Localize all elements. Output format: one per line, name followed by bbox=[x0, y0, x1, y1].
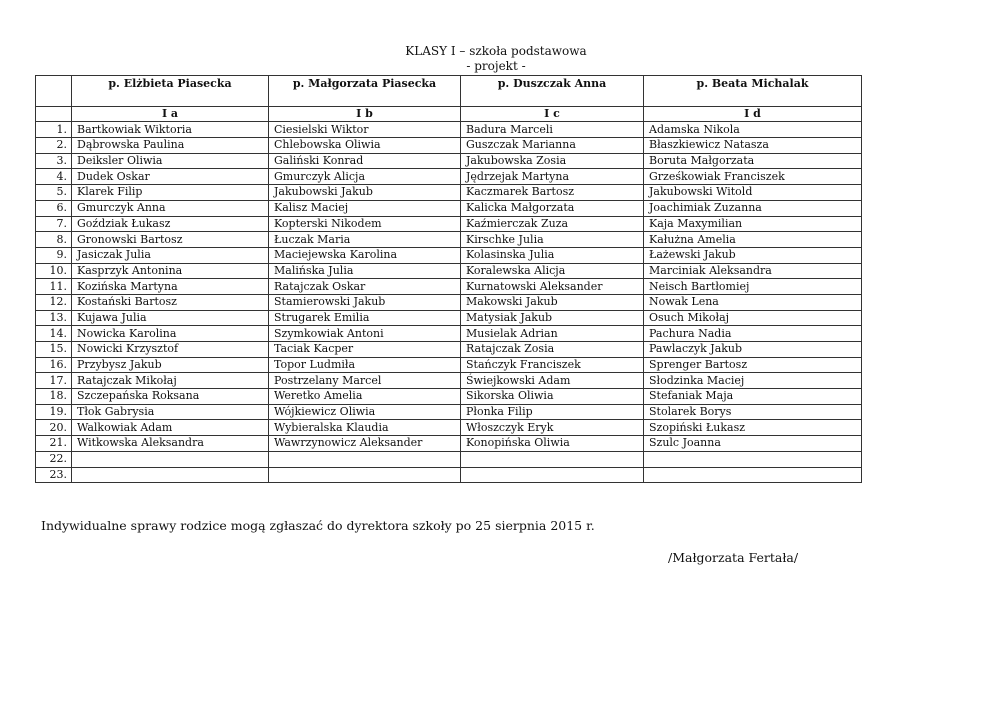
student-name: Chlebowska Oliwia bbox=[269, 138, 461, 154]
document-title: KLASY I – szkoła podstawowa bbox=[405, 44, 587, 58]
student-name bbox=[644, 451, 862, 467]
student-name: Jasiczak Julia bbox=[72, 247, 269, 263]
student-name: Dudek Oskar bbox=[72, 169, 269, 185]
student-name: Dąbrowska Paulina bbox=[72, 138, 269, 154]
student-name: Walkowiak Adam bbox=[72, 420, 269, 436]
student-name: Neisch Bartłomiej bbox=[644, 279, 862, 295]
signature: /Małgorzata Fertała/ bbox=[668, 550, 799, 565]
student-name: Szulc Joanna bbox=[644, 436, 862, 452]
student-name: Sikorska Oliwia bbox=[461, 389, 644, 405]
row-number: 6. bbox=[36, 200, 72, 216]
student-name: Kostański Bartosz bbox=[72, 294, 269, 310]
student-name: Wawrzynowicz Aleksander bbox=[269, 436, 461, 452]
spacer-cell bbox=[461, 91, 644, 106]
student-name: Kurnatowski Aleksander bbox=[461, 279, 644, 295]
student-name: Galiński Konrad bbox=[269, 153, 461, 169]
row-number: 20. bbox=[36, 420, 72, 436]
student-name: Stamierowski Jakub bbox=[269, 294, 461, 310]
row-number: 23. bbox=[36, 467, 72, 483]
number-header-cell bbox=[36, 76, 72, 92]
student-name: Kolasinska Julia bbox=[461, 247, 644, 263]
student-name: Witkowska Aleksandra bbox=[72, 436, 269, 452]
spacer-row bbox=[36, 91, 862, 106]
student-name: Nowicka Karolina bbox=[72, 326, 269, 342]
student-name: Szczepańska Roksana bbox=[72, 389, 269, 405]
student-name: Osuch Mikołaj bbox=[644, 310, 862, 326]
table-row bbox=[36, 122, 862, 138]
student-name: Wójkiewicz Oliwia bbox=[269, 404, 461, 420]
student-name: Kopterski Nikodem bbox=[269, 216, 461, 232]
student-name: Bartkowiak Wiktoria bbox=[72, 122, 269, 138]
student-name: Malińska Julia bbox=[269, 263, 461, 279]
student-name: Kasprzyk Antonina bbox=[72, 263, 269, 279]
teacher-name: p. Beata Michalak bbox=[644, 76, 862, 92]
row-number: 18. bbox=[36, 389, 72, 405]
student-name: Weretko Amelia bbox=[269, 389, 461, 405]
student-name: Adamska Nikola bbox=[644, 122, 862, 138]
student-name: Maciejewska Karolina bbox=[269, 247, 461, 263]
student-name bbox=[461, 451, 644, 467]
student-name: Ratajczak Mikołaj bbox=[72, 373, 269, 389]
student-name bbox=[644, 467, 862, 483]
student-name: Stańczyk Franciszek bbox=[461, 357, 644, 373]
student-name: Postrzelany Marcel bbox=[269, 373, 461, 389]
student-name: Gmurczyk Anna bbox=[72, 200, 269, 216]
student-name: Stefaniak Maja bbox=[644, 389, 862, 405]
student-name: Włoszczyk Eryk bbox=[461, 420, 644, 436]
student-name: Koralewska Alicja bbox=[461, 263, 644, 279]
row-number: 15. bbox=[36, 342, 72, 358]
student-name: Klarek Filip bbox=[72, 185, 269, 201]
row-number: 9. bbox=[36, 247, 72, 263]
table-row bbox=[36, 357, 862, 373]
row-number: 2. bbox=[36, 138, 72, 154]
student-name bbox=[461, 467, 644, 483]
student-name: Gmurczyk Alicja bbox=[269, 169, 461, 185]
student-name: Jakubowski Jakub bbox=[269, 185, 461, 201]
table-row bbox=[36, 153, 862, 169]
spacer-cell bbox=[36, 91, 72, 106]
student-name: Kałużna Amelia bbox=[644, 232, 862, 248]
student-name: Łażewski Jakub bbox=[644, 247, 862, 263]
row-number: 17. bbox=[36, 373, 72, 389]
row-number: 3. bbox=[36, 153, 72, 169]
student-name: Guszczak Marianna bbox=[461, 138, 644, 154]
row-number: 7. bbox=[36, 216, 72, 232]
teacher-header-row bbox=[36, 76, 862, 92]
table-row bbox=[36, 216, 862, 232]
class-list-table bbox=[35, 75, 862, 483]
student-name: Boruta Małgorzata bbox=[644, 153, 862, 169]
student-name: Kalisz Maciej bbox=[269, 200, 461, 216]
table-row bbox=[36, 169, 862, 185]
student-name: Ciesielski Wiktor bbox=[269, 122, 461, 138]
row-number: 19. bbox=[36, 404, 72, 420]
student-name: Kirschke Julia bbox=[461, 232, 644, 248]
table-row bbox=[36, 389, 862, 405]
student-name: Makowski Jakub bbox=[461, 294, 644, 310]
student-name: Szopiński Łukasz bbox=[644, 420, 862, 436]
student-name: Topor Ludmiła bbox=[269, 357, 461, 373]
student-name: Badura Marceli bbox=[461, 122, 644, 138]
row-number: 14. bbox=[36, 326, 72, 342]
row-number: 21. bbox=[36, 436, 72, 452]
table-row bbox=[36, 185, 862, 201]
table-row bbox=[36, 247, 862, 263]
table-row bbox=[36, 232, 862, 248]
student-name: Matysiak Jakub bbox=[461, 310, 644, 326]
table-row bbox=[36, 420, 862, 436]
table-row bbox=[36, 436, 862, 452]
number-header-cell bbox=[36, 106, 72, 122]
student-name: Kalicka Małgorzata bbox=[461, 200, 644, 216]
student-name: Konopińska Oliwia bbox=[461, 436, 644, 452]
student-name: Ratajczak Zosia bbox=[461, 342, 644, 358]
class-label: I d bbox=[644, 106, 862, 122]
row-number: 10. bbox=[36, 263, 72, 279]
table-row bbox=[36, 200, 862, 216]
class-label: I b bbox=[269, 106, 461, 122]
table-row bbox=[36, 467, 862, 483]
student-name: Jakubowska Zosia bbox=[461, 153, 644, 169]
student-name: Strugarek Emilia bbox=[269, 310, 461, 326]
student-name bbox=[269, 451, 461, 467]
table-row bbox=[36, 373, 862, 389]
row-number: 5. bbox=[36, 185, 72, 201]
student-name: Kaczmarek Bartosz bbox=[461, 185, 644, 201]
student-name: Musielak Adrian bbox=[461, 326, 644, 342]
student-name: Grześkowiak Franciszek bbox=[644, 169, 862, 185]
spacer-cell bbox=[269, 91, 461, 106]
teacher-name: p. Elżbieta Piasecka bbox=[72, 76, 269, 92]
student-name: Jędrzejak Martyna bbox=[461, 169, 644, 185]
row-number: 22. bbox=[36, 451, 72, 467]
student-name: Pachura Nadia bbox=[644, 326, 862, 342]
student-name: Marciniak Aleksandra bbox=[644, 263, 862, 279]
student-name: Błaszkiewicz Natasza bbox=[644, 138, 862, 154]
table-row bbox=[36, 138, 862, 154]
student-name: Nowicki Krzysztof bbox=[72, 342, 269, 358]
class-header-row bbox=[36, 106, 862, 122]
teacher-name: p. Duszczak Anna bbox=[461, 76, 644, 92]
student-name: Stolarek Borys bbox=[644, 404, 862, 420]
student-name: Deiksler Oliwia bbox=[72, 153, 269, 169]
student-name: Pawlaczyk Jakub bbox=[644, 342, 862, 358]
student-name: Gronowski Bartosz bbox=[72, 232, 269, 248]
table-row bbox=[36, 404, 862, 420]
student-name: Goździak Łukasz bbox=[72, 216, 269, 232]
student-name: Łuczak Maria bbox=[269, 232, 461, 248]
parent-notice: Indywidualne sprawy rodzice mogą zgłaszać do dyrektora szkoły po 25 sierpnia 2015 r. bbox=[41, 518, 595, 533]
row-number: 16. bbox=[36, 357, 72, 373]
student-name: Taciak Kacper bbox=[269, 342, 461, 358]
row-number: 4. bbox=[36, 169, 72, 185]
row-number: 8. bbox=[36, 232, 72, 248]
student-name: Sprenger Bartosz bbox=[644, 357, 862, 373]
spacer-cell bbox=[72, 91, 269, 106]
class-label: I a bbox=[72, 106, 269, 122]
table-row bbox=[36, 263, 862, 279]
student-name: Słodzinka Maciej bbox=[644, 373, 862, 389]
student-name: Ratajczak Oskar bbox=[269, 279, 461, 295]
student-name bbox=[269, 467, 461, 483]
document-subtitle: - projekt - bbox=[466, 59, 526, 73]
table-row bbox=[36, 342, 862, 358]
teacher-name: p. Małgorzata Piasecka bbox=[269, 76, 461, 92]
row-number: 11. bbox=[36, 279, 72, 295]
student-name: Przybysz Jakub bbox=[72, 357, 269, 373]
class-label: I c bbox=[461, 106, 644, 122]
student-name: Szymkowiak Antoni bbox=[269, 326, 461, 342]
student-name: Kaźmierczak Zuza bbox=[461, 216, 644, 232]
student-name: Kaja Maxymilian bbox=[644, 216, 862, 232]
spacer-cell bbox=[644, 91, 862, 106]
student-name bbox=[72, 451, 269, 467]
student-name: Kujawa Julia bbox=[72, 310, 269, 326]
student-name: Tłok Gabrysia bbox=[72, 404, 269, 420]
student-name: Wybieralska Klaudia bbox=[269, 420, 461, 436]
table-row bbox=[36, 326, 862, 342]
student-name bbox=[72, 467, 269, 483]
row-number: 12. bbox=[36, 294, 72, 310]
table-row bbox=[36, 294, 862, 310]
student-name: Joachimiak Zuzanna bbox=[644, 200, 862, 216]
table-row bbox=[36, 451, 862, 467]
student-name: Kozińska Martyna bbox=[72, 279, 269, 295]
student-name: Nowak Lena bbox=[644, 294, 862, 310]
student-name: Płonka Filip bbox=[461, 404, 644, 420]
student-name: Jakubowski Witold bbox=[644, 185, 862, 201]
student-name: Świejkowski Adam bbox=[461, 373, 644, 389]
table-row bbox=[36, 279, 862, 295]
row-number: 13. bbox=[36, 310, 72, 326]
row-number: 1. bbox=[36, 122, 72, 138]
table-row bbox=[36, 310, 862, 326]
